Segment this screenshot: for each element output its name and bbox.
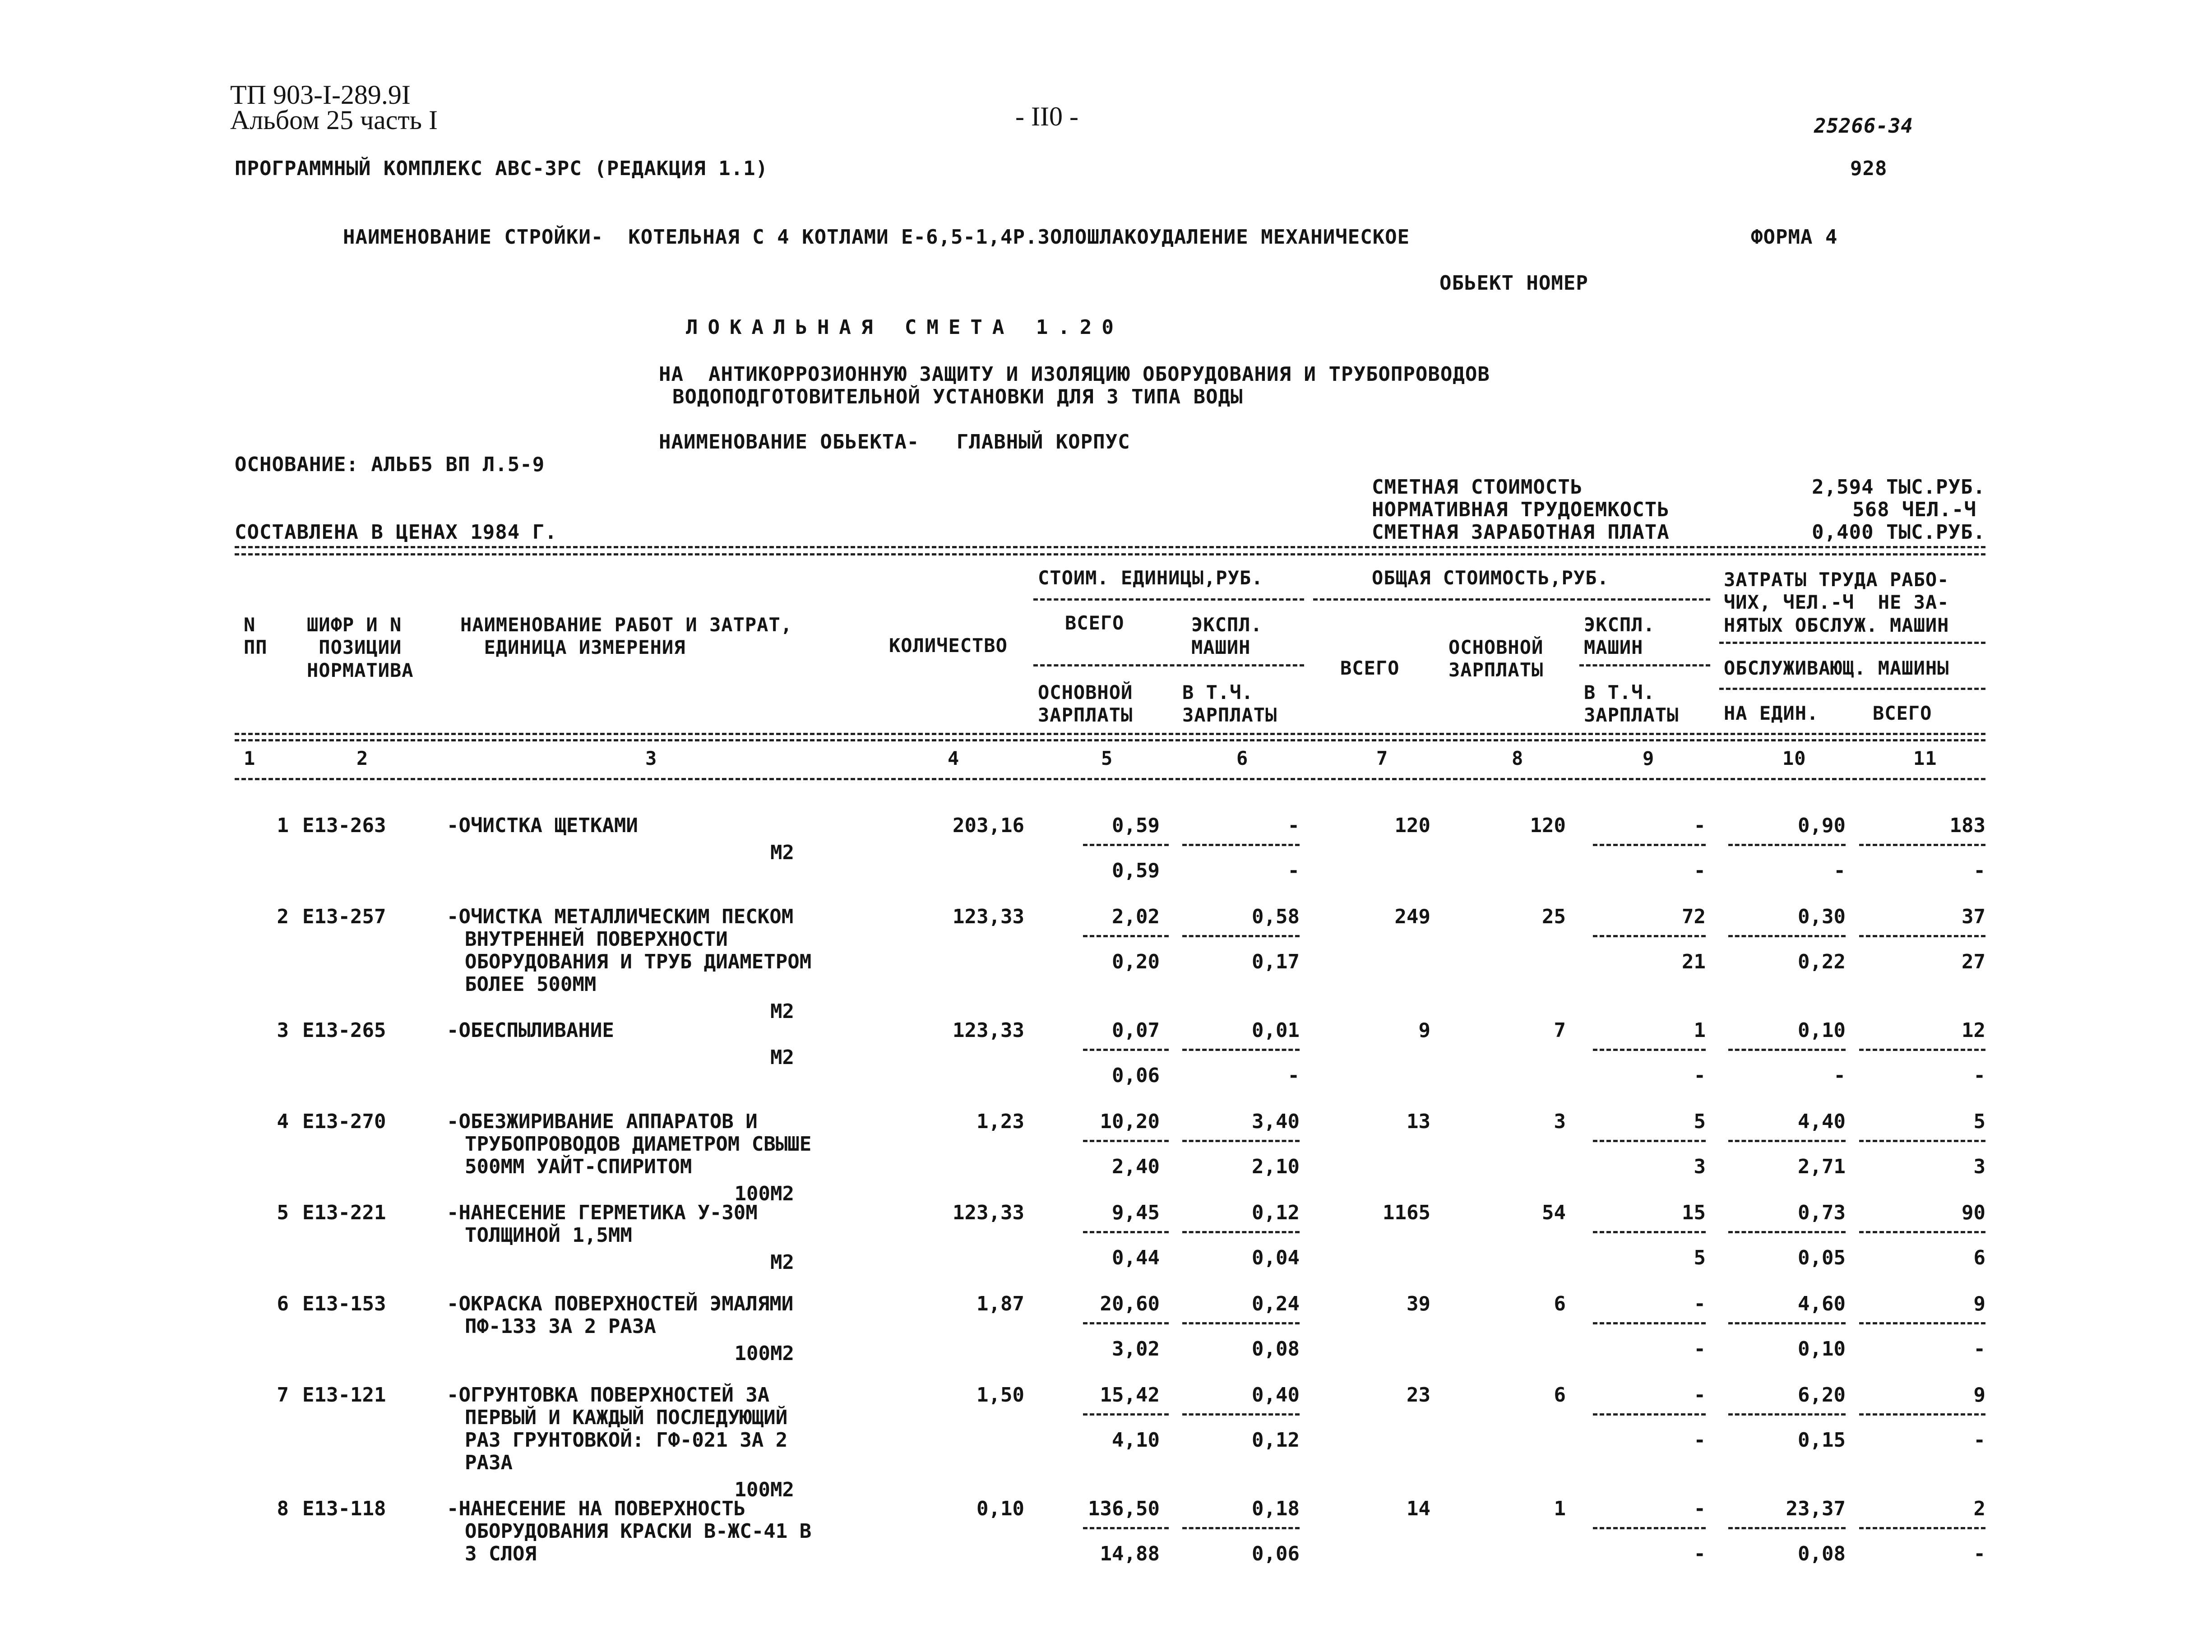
row-labor-machines-total: - [1973,1429,1985,1452]
row-work-name: -ОГРУНТОВКА ПОВЕРХНОСТЕЙ ЗА [447,1384,770,1407]
column-number: 3 [645,747,657,769]
row-subtotal-rule [1728,1527,1846,1529]
row-labor-total: 90 [1962,1201,1985,1224]
row-labor-machines-total: 27 [1962,950,1985,973]
row-code: Е13-270 [302,1110,386,1133]
header-labor-rule [1719,642,1985,644]
sheet-number: 928 [1850,157,1888,180]
row-subtotal-rule [1182,1322,1300,1324]
row-code: Е13-153 [302,1292,386,1315]
row-subtotal-rule [1859,1527,1985,1529]
row-work-name: ОБОРУДОВАНИЯ КРАСКИ В-ЖС-41 В [465,1520,812,1543]
header-col-name: НАИМЕНОВАНИЕ РАБОТ И ЗАТРАТ, ЕДИНИЦА ИЗМЕРЕНИЯ [460,614,793,659]
table-top-rule-2 [235,553,1985,555]
header-unit-sub-rule [1033,664,1304,666]
row-total-incl-salary: 21 [1682,950,1706,973]
row-code: Е13-118 [302,1497,386,1520]
row-unit-base-salary: 0,06 [1112,1064,1160,1087]
row-total-base-salary: 1 [1554,1497,1566,1520]
row-unit-base-salary: 0,20 [1112,950,1160,973]
column-number: 9 [1643,747,1655,769]
header-unit-total: ВСЕГО [1065,612,1125,634]
row-total-all: 120 [1394,814,1430,837]
row-total-machines: - [1694,1497,1706,1520]
row-subtotal-rule [1859,844,1985,846]
row-work-name: РАЗА [465,1451,513,1474]
row-labor-per-unit: 0,73 [1798,1201,1846,1224]
row-unit-machines: 0,18 [1252,1497,1300,1520]
object-number: ОБЬЕКТ НОМЕР [1439,272,1588,295]
header-labor-sub-rule [1719,688,1985,690]
row-subtotal-rule [1859,1322,1985,1324]
row-subtotal-rule [1182,1049,1300,1051]
row-labor-machines-total: - [1973,1064,1985,1087]
summary-label-cost: СМЕТНАЯ СТОИМОСТЬ [1372,476,1583,499]
row-unit-machines: 0,24 [1252,1292,1300,1315]
column-number: 7 [1376,747,1388,769]
header-total-machines: ЭКСПЛ. МАШИН [1584,614,1655,659]
row-work-name: БОЛЕЕ 500ММ [465,973,597,996]
row-unit-machines: 3,40 [1252,1110,1300,1133]
row-subtotal-rule [1728,1049,1846,1051]
row-labor-total: 183 [1949,814,1985,837]
row-labor-per-unit: 0,10 [1798,1019,1846,1042]
row-subtotal-rule [1593,844,1706,846]
row-total-machines: 1 [1694,1019,1706,1042]
header-bottom-rule-2 [235,739,1985,741]
row-total-base-salary: 6 [1554,1384,1566,1407]
row-labor-machines-unit: 2,71 [1798,1155,1846,1178]
row-total-all: 1165 [1383,1201,1430,1224]
row-labor-machines-total: 3 [1973,1155,1985,1178]
row-quantity: 1,87 [976,1292,1024,1315]
row-unit-total: 10,20 [1100,1110,1160,1133]
row-work-name: -ОЧИСТКА ЩЕТКАМИ [447,814,638,837]
header-labor-per-unit: НА ЕДИН. [1724,702,1819,724]
row-unit-machines: - [1287,814,1300,837]
table-top-rule [235,546,1985,548]
row-quantity: 123,33 [953,905,1024,928]
row-subtotal-rule [1859,1413,1985,1416]
row-number: 3 [277,1019,289,1042]
row-labor-total: 37 [1962,905,1985,928]
row-subtotal-rule [1593,1527,1706,1529]
basis-label: ОСНОВАНИЕ: АЛЬБ5 ВП Л.5-9 [235,453,545,476]
row-labor-machines-total: - [1973,1337,1985,1360]
row-unit-base-salary: 2,40 [1112,1155,1160,1178]
row-total-base-salary: 7 [1554,1019,1566,1042]
row-quantity: 1,23 [976,1110,1024,1133]
row-unit-incl-salary: 0,12 [1252,1429,1300,1452]
row-unit-base-salary: 0,44 [1112,1246,1160,1269]
row-subtotal-rule [1083,1140,1169,1142]
row-number: 7 [277,1384,289,1407]
column-number: 8 [1512,747,1524,769]
row-subtotal-rule [1182,844,1300,846]
summary-value-cost: 2,594 ТЫС.РУБ. [1812,476,1985,499]
row-unit-machines: 0,40 [1252,1384,1300,1407]
row-labor-machines-unit: - [1833,859,1846,882]
row-total-base-salary: 54 [1542,1201,1566,1224]
row-unit-base-salary: 0,59 [1112,859,1160,882]
row-labor-per-unit: 6,20 [1798,1384,1846,1407]
row-unit: М2 [770,1251,794,1274]
header-unit-base-salary: ОСНОВНОЙ ЗАРПЛАТЫ [1038,681,1133,727]
row-subtotal-rule [1083,1231,1169,1233]
row-total-incl-salary: - [1694,1064,1706,1087]
row-labor-machines-unit: 0,22 [1798,950,1846,973]
row-subtotal-rule [1182,1140,1300,1142]
header-total-all: ВСЕГО [1340,657,1400,679]
row-work-name: ПФ-133 ЗА 2 РАЗА [465,1315,656,1338]
row-unit-base-salary: 14,88 [1100,1542,1160,1565]
row-labor-machines-unit: 0,05 [1798,1246,1846,1269]
row-subtotal-rule [1593,1231,1706,1233]
row-unit-machines: 0,01 [1252,1019,1300,1042]
row-labor-machines-total: - [1973,859,1985,882]
prices-year: СОСТАВЛЕНА В ЦЕНАХ 1984 Г. [235,521,557,544]
row-unit-total: 15,42 [1100,1384,1160,1407]
column-number-rule [235,778,1985,780]
row-unit: М2 [770,1000,794,1023]
document-code: 25266-34 [1814,115,1913,138]
header-labor-machines: ОБСЛУЖИВАЮЩ. МАШИНЫ [1724,657,1949,679]
summary-value-labor: 568 ЧЕЛ.-Ч [1852,498,1976,521]
row-total-machines: - [1694,1292,1706,1315]
row-subtotal-rule [1728,844,1846,846]
row-labor-per-unit: 4,60 [1798,1292,1846,1315]
row-labor-per-unit: 0,30 [1798,905,1846,928]
row-work-name: 500ММ УАЙТ-СПИРИТОМ [465,1155,692,1178]
row-unit-total: 0,07 [1112,1019,1160,1042]
header-col-quantity: КОЛИЧЕСТВО [889,634,1008,657]
row-labor-machines-unit: - [1833,1064,1846,1087]
row-unit: 100М2 [734,1182,794,1205]
header-unit-cost-rule [1033,598,1304,601]
row-labor-machines-unit: 0,10 [1798,1337,1846,1360]
header-labor-total: ВСЕГО [1873,702,1932,724]
row-work-name: ПЕРВЫЙ И КАЖДЫЙ ПОСЛЕДУЮЩИЙ [465,1406,788,1429]
row-total-base-salary: 3 [1554,1110,1566,1133]
object-name: НАИМЕНОВАНИЕ ОБЬЕКТА- ГЛАВНЫЙ КОРПУС [659,430,1130,453]
row-subtotal-rule [1593,1049,1706,1051]
row-subtotal-rule [1859,935,1985,937]
row-total-all: 9 [1418,1019,1430,1042]
row-total-all: 14 [1407,1497,1430,1520]
row-subtotal-rule [1593,1322,1706,1324]
header-col-code: ШИФР И N ПОЗИЦИИ НОРМАТИВА [307,614,414,681]
row-total-machines: - [1694,1384,1706,1407]
tp-number: ТП 903-I-289.9I [230,80,411,110]
row-code: Е13-265 [302,1019,386,1042]
row-unit-base-salary: 3,02 [1112,1337,1160,1360]
row-code: Е13-121 [302,1384,386,1407]
row-labor-machines-total: 6 [1973,1246,1985,1269]
row-subtotal-rule [1859,1049,1985,1051]
row-unit-incl-salary: 0,17 [1252,950,1300,973]
row-unit-total: 0,59 [1112,814,1160,837]
row-unit-base-salary: 4,10 [1112,1429,1160,1452]
program-name: ПРОГРАММНЫЙ КОМПЛЕКС АВС-3РС (РЕДАКЦИЯ 1.1) [235,157,768,180]
column-number: 1 [244,747,256,769]
header-total-base-salary: ОСНОВНОЙ ЗАРПЛАТЫ [1448,636,1544,681]
row-unit-incl-salary: - [1287,859,1300,882]
row-unit-total: 20,60 [1100,1292,1160,1315]
row-work-name: -НАНЕСЕНИЕ НА ПОВЕРХНОСТЬ [447,1497,746,1520]
summary-label-labor: НОРМАТИВНАЯ ТРУДОЕМКОСТЬ [1372,498,1670,521]
header-total-incl-salary: В Т.Ч. ЗАРПЛАТЫ [1584,681,1679,727]
row-unit-machines: 0,58 [1252,905,1300,928]
row-work-name: ТОЛЩИНОЙ 1,5ММ [465,1224,632,1247]
row-total-base-salary: 6 [1554,1292,1566,1315]
header-total-machines-rule [1579,664,1710,666]
header-bottom-rule [235,733,1985,735]
row-total-base-salary: 120 [1530,814,1566,837]
row-unit-total: 136,50 [1088,1497,1160,1520]
row-number: 8 [277,1497,289,1520]
row-quantity: 123,33 [953,1019,1024,1042]
row-total-machines: 5 [1694,1110,1706,1133]
header-total-cost: ОБЩАЯ СТОИМОСТЬ,РУБ. [1372,567,1609,589]
row-work-name: -НАНЕСЕНИЕ ГЕРМЕТИКА У-30М [447,1201,758,1224]
row-subtotal-rule [1728,1322,1846,1324]
row-unit: М2 [770,841,794,864]
row-subtotal-rule [1728,1413,1846,1416]
page-number: - II0 - [1015,102,1078,131]
row-unit-incl-salary: 2,10 [1252,1155,1300,1178]
row-unit-total: 9,45 [1112,1201,1160,1224]
row-code: Е13-257 [302,905,386,928]
row-unit-incl-salary: 0,04 [1252,1246,1300,1269]
row-subtotal-rule [1083,1049,1169,1051]
row-subtotal-rule [1182,1413,1300,1416]
row-unit-total: 2,02 [1112,905,1160,928]
row-code: Е13-221 [302,1201,386,1224]
header-unit-incl-salary: В Т.Ч. ЗАРПЛАТЫ [1182,681,1277,727]
column-number: 11 [1913,747,1937,769]
row-labor-total: 5 [1973,1110,1985,1133]
row-total-all: 23 [1407,1384,1430,1407]
row-quantity: 203,16 [953,814,1024,837]
construction-name: НАИМЕНОВАНИЕ СТРОЙКИ- КОТЕЛЬНАЯ С 4 КОТЛАМИ Е-6,5-1,4Р.ЗОЛОШЛАКОУДАЛЕНИЕ МЕХАНИЧЕСКОЕ [343,226,1410,249]
row-number: 1 [277,814,289,837]
row-number: 6 [277,1292,289,1315]
row-subtotal-rule [1083,935,1169,937]
row-work-name: ВНУТРЕННЕЙ ПОВЕРХНОСТИ [465,928,728,951]
row-total-all: 249 [1394,905,1430,928]
header-unit-machines: ЭКСПЛ. МАШИН [1191,614,1263,659]
row-unit: 100М2 [734,1478,794,1501]
row-total-base-salary: 25 [1542,905,1566,928]
form-label: ФОРМА 4 [1751,226,1838,249]
row-work-name: РАЗ ГРУНТОВКОЙ: ГФ-021 ЗА 2 [465,1429,788,1452]
row-labor-per-unit: 23,37 [1786,1497,1846,1520]
row-total-machines: 72 [1682,905,1706,928]
header-unit-cost: СТОИМ. ЕДИНИЦЫ,РУБ. [1038,567,1263,589]
row-total-incl-salary: - [1694,1429,1706,1452]
row-labor-total: 9 [1973,1384,1985,1407]
row-code: Е13-263 [302,814,386,837]
row-total-incl-salary: 5 [1694,1246,1706,1269]
row-quantity: 123,33 [953,1201,1024,1224]
row-work-name: 3 СЛОЯ [465,1542,537,1565]
column-number: 4 [948,747,960,769]
row-unit: 100М2 [734,1342,794,1365]
row-labor-total: 2 [1973,1497,1985,1520]
column-number: 5 [1101,747,1113,769]
row-quantity: 0,10 [976,1497,1024,1520]
row-subtotal-rule [1859,1231,1985,1233]
row-total-incl-salary: - [1694,1337,1706,1360]
row-quantity: 1,50 [976,1384,1024,1407]
header-col-n: N ПП [244,614,268,659]
row-subtotal-rule [1182,1231,1300,1233]
column-number: 2 [356,747,369,769]
row-work-name: ОБОРУДОВАНИЯ И ТРУБ ДИАМЕТРОМ [465,950,812,973]
row-work-name: ТРУБОПРОВОДОВ ДИАМЕТРОМ СВЫШЕ [465,1133,812,1156]
row-total-incl-salary: - [1694,859,1706,882]
row-subtotal-rule [1859,1140,1985,1142]
row-work-name: -ОКРАСКА ПОВЕРХНОСТЕЙ ЭМАЛЯМИ [447,1292,794,1315]
row-subtotal-rule [1593,1413,1706,1416]
row-labor-per-unit: 0,90 [1798,814,1846,837]
estimate-title: ЛОКАЛЬНАЯ СМЕТА 1.20 [686,316,1124,339]
row-subtotal-rule [1083,844,1169,846]
row-subtotal-rule [1593,1140,1706,1142]
row-subtotal-rule [1182,1527,1300,1529]
row-unit-incl-salary: 0,06 [1252,1542,1300,1565]
row-subtotal-rule [1083,1322,1169,1324]
summary-value-salary: 0,400 ТЫС.РУБ. [1812,521,1985,544]
album-label: Альбом 25 часть I [230,105,438,135]
row-unit-incl-salary: - [1287,1064,1300,1087]
column-number: 10 [1782,747,1806,769]
row-total-all: 13 [1407,1110,1430,1133]
row-unit: М2 [770,1046,794,1069]
row-unit-incl-salary: 0,08 [1252,1337,1300,1360]
row-total-machines: - [1694,814,1706,837]
estimate-purpose-line1: НА АНТИКОРРОЗИОННУЮ ЗАЩИТУ И ИЗОЛЯЦИЮ ОБОРУДОВАНИЯ И ТРУБОПРОВОДОВ [659,363,1490,386]
row-unit-machines: 0,12 [1252,1201,1300,1224]
row-work-name: -ОБЕСПЫЛИВАНИЕ [447,1019,614,1042]
header-total-cost-rule [1313,598,1710,601]
row-number: 2 [277,905,289,928]
row-subtotal-rule [1182,935,1300,937]
row-subtotal-rule [1083,1527,1169,1529]
row-number: 4 [277,1110,289,1133]
row-work-name: -ОБЕЗЖИРИВАНИЕ АППАРАТОВ И [447,1110,758,1133]
header-labor: ЗАТРАТЫ ТРУДА РАБО- ЧИХ, ЧЕЛ.-Ч НЕ ЗА- НЯТЫХ ОБСЛУЖ. МАШИН [1724,569,1949,636]
row-labor-machines-unit: 0,08 [1798,1542,1846,1565]
row-subtotal-rule [1593,935,1706,937]
row-labor-machines-unit: 0,15 [1798,1429,1846,1452]
row-subtotal-rule [1083,1413,1169,1416]
row-labor-machines-total: - [1973,1542,1985,1565]
row-labor-per-unit: 4,40 [1798,1110,1846,1133]
row-subtotal-rule [1728,935,1846,937]
row-subtotal-rule [1728,1140,1846,1142]
row-total-incl-salary: 3 [1694,1155,1706,1178]
row-total-machines: 15 [1682,1201,1706,1224]
row-total-all: 39 [1407,1292,1430,1315]
row-work-name: -ОЧИСТКА МЕТАЛЛИЧЕСКИМ ПЕСКОМ [447,905,794,928]
row-subtotal-rule [1728,1231,1846,1233]
column-number: 6 [1236,747,1249,769]
row-labor-total: 9 [1973,1292,1985,1315]
estimate-purpose-line2: ВОДОПОДГОТОВИТЕЛЬНОЙ УСТАНОВКИ ДЛЯ 3 ТИПА ВОДЫ [672,385,1243,408]
row-total-incl-salary: - [1694,1542,1706,1565]
summary-label-salary: СМЕТНАЯ ЗАРАБОТНАЯ ПЛАТА [1372,521,1670,544]
row-labor-total: 12 [1962,1019,1985,1042]
row-number: 5 [277,1201,289,1224]
